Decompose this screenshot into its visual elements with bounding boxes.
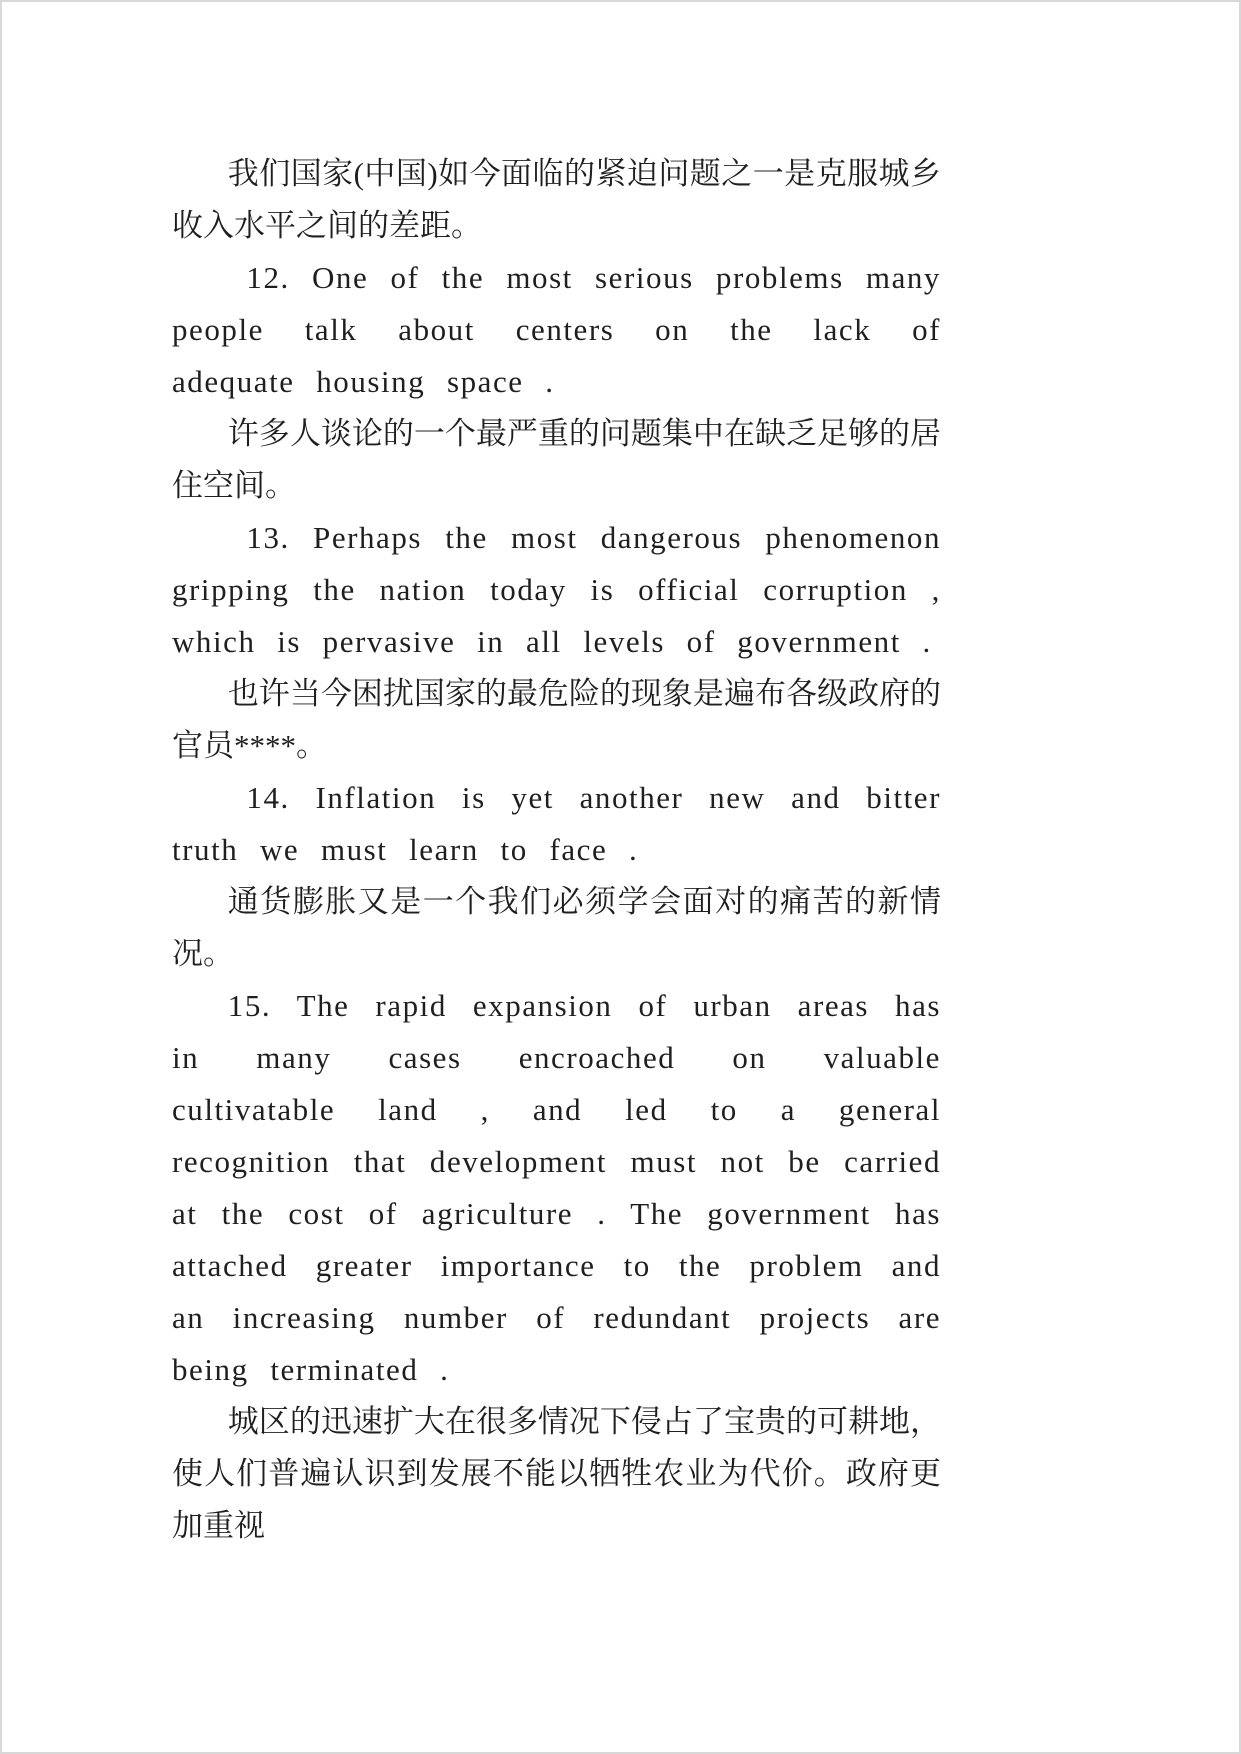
document-page (2, 2, 1239, 1752)
paragraph-14-english: 14. Inflation is yet another new and bitter truth we must learn to face . (172, 780, 941, 867)
paragraph-13-translation: 也许当今困扰国家的最危险的现象是遍布各级政府的官员****。 (172, 676, 941, 763)
paragraph-15-english: 15. The rapid expansion of urban areas has in many cases encroached on valuable cultivatable land , and led to a general recognition that development must not be carried at the cost of agriculture . The government has attached greater importance to the problem and an increasing number of redundant projects are being terminated . (172, 988, 941, 1387)
paragraph-15-translation: 城区的迅速扩大在很多情况下侵占了宝贵的可耕地，使人们普遍认识到发展不能以牺牲农业为代价。政府更加重视 (172, 1404, 941, 1543)
paragraph-12-english: 12. One of the most serious problems many people talk about centers on the lack of adequate housing space . (172, 260, 941, 399)
paragraph-12-translation: 许多人谈论的一个最严重的问题集中在缺乏足够的居住空间。 (172, 416, 941, 503)
paragraph-14-translation: 通货膨胀又是一个我们必须学会面对的痛苦的新情况。 (172, 884, 941, 971)
paragraph-13-english: 13. Perhaps the most dangerous phenomenon gripping the nation today is official corruption , which is pervasive in all levels of government . (172, 520, 941, 659)
paragraph-11-translation: 我们国家(中国)如今面临的紧迫问题之一是克服城乡收入水平之间的差距。 (172, 156, 941, 243)
